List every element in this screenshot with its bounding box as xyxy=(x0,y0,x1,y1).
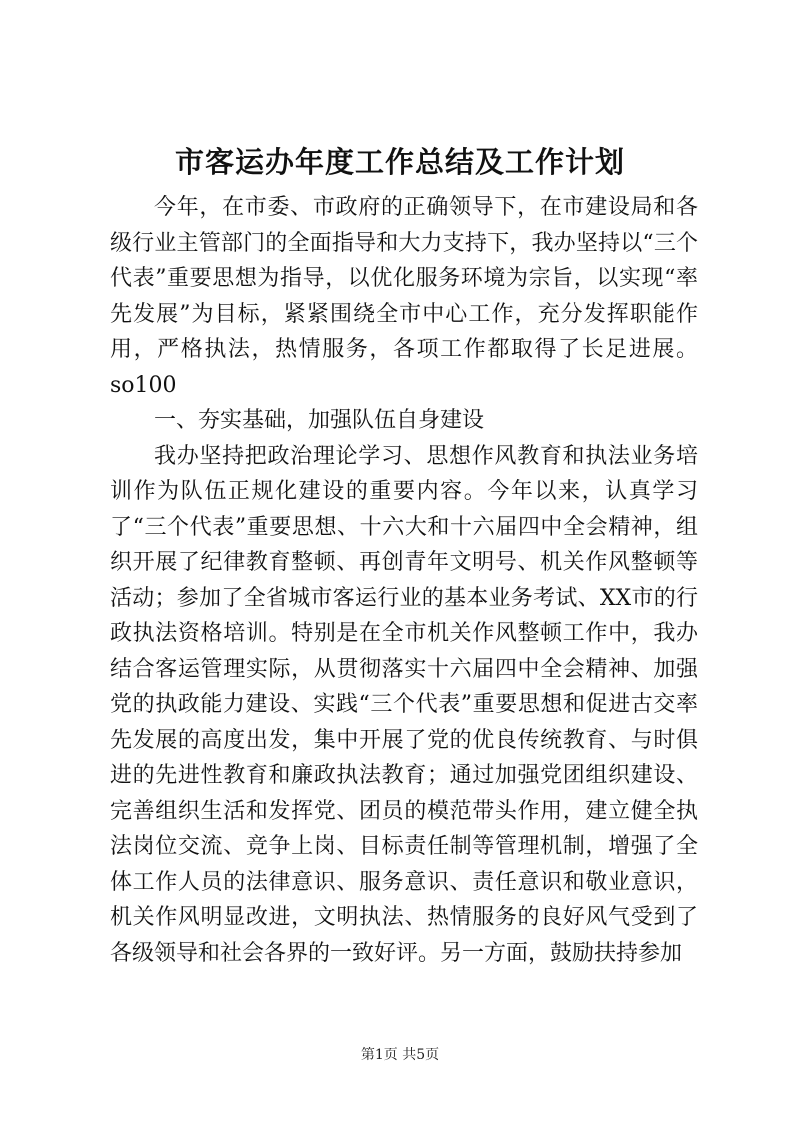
section-heading-1: 一、夯实基础，加强队伍自身建设 xyxy=(154,408,485,433)
page-title: 市客运办年度工作总结及工作计划 xyxy=(174,145,625,179)
document-body xyxy=(110,190,698,971)
paragraph-intro: 今年，在市委、市政府的正确领导下，在市建设局和各级行业主管部门的全面指导和大力支持下，我办坚持以“三个代表”重要思想为指导，以优化服务环境为宗旨，以实现“率先发展”为目标，紧紧围绕全市中心工作，充分发挥职能作用，严格执法，热情服务，各项工作都取得了长足进展。so100 xyxy=(110,195,698,398)
page-footer: 第1页 共5页 xyxy=(360,1047,440,1063)
paragraph-section-1: 我办坚持把政治理论学习、思想作风教育和执法业务培训作为队伍正规化建设的重要内容。今年以来，认真学习了“三个代表”重要思想、十六大和十六届四中全会精神，组织开展了纪律教育整顿、再创青年文明号、机关作风整顿等活动；参加了全省城市客运行业的基本业务考试、XX市的行政执法资格培训。特别是在全市机关作风整顿工作中，我办结合客运管理实际，从贯彻落实十六届四中全会精神、加强党的执政能力建设、实践“三个代表”重要思想和促进古交率先发展的高度出发，集中开展了党的优良传统教育、与时俱进的先进性教育和廉政执法教育；通过加强党团组织建设、完善组织生活和发挥党、团员的模范带头作用，建立健全执法岗位交流、竞争上岗、目标责任制等管理机制，增强了全体工作人员的法律意识、服务意识、责任意识和敬业意识，机关作风明显改进，文明执法、热情服务的良好风气受到了各级领导和社会各界的一致好评。另一方面，鼓励扶持参加 xyxy=(110,443,698,966)
